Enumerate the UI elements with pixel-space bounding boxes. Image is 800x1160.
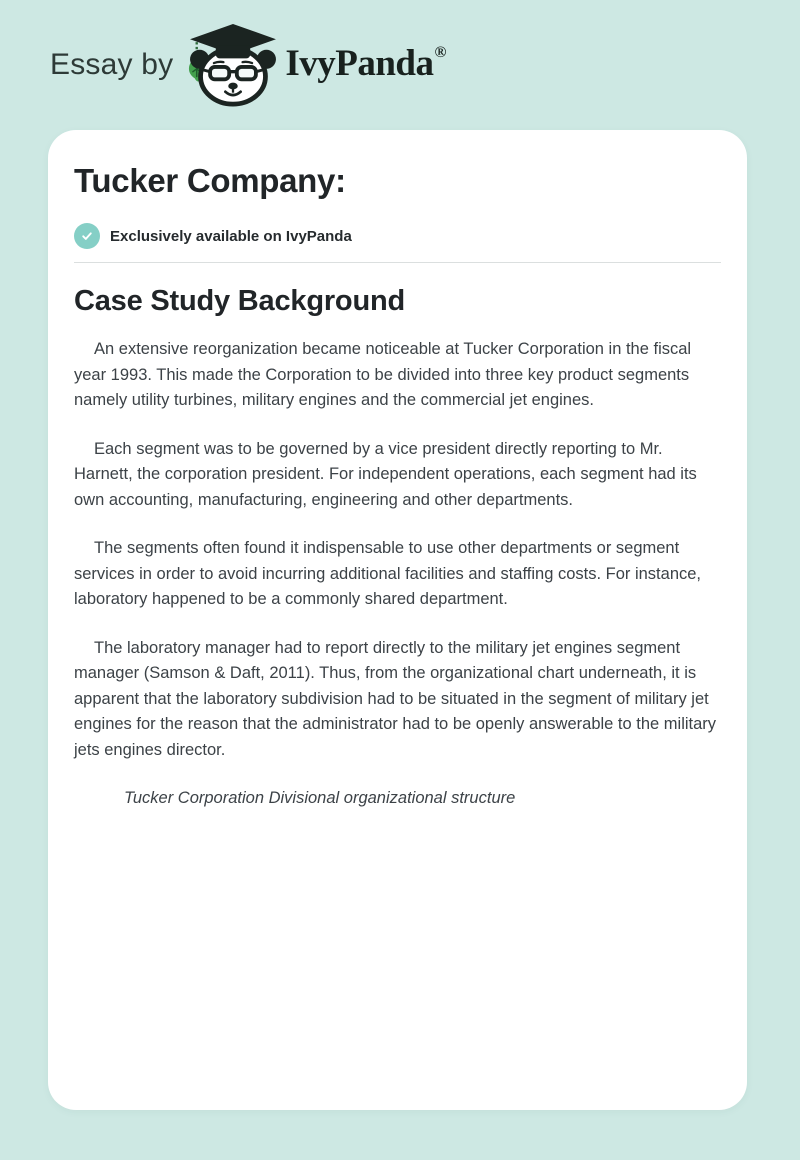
paragraph: The laboratory manager had to report directly to the military jet engines segment manager (Samson & Daft, 2011). Thus, from the organizational chart underneath, it is apparent that the laboratory subdivision had to be situated in the segment of military jet engines for the reason that the administrator had to be openly answerable to the military jets engines director. — [74, 638, 717, 759]
paragraph: The segments often found it indispensable to use other departments or segment services in order to avoid incurring additional facilities and staffing costs. For instance, laboratory happened to be a commonly shared department. — [74, 539, 702, 609]
check-icon — [74, 223, 100, 249]
paragraph: An extensive reorganization became noticeable at Tucker Corporation in the fiscal year 1993. This made the Corporation to be divided into three key product segments namely utility turbines, military engines and the commercial jet engines. — [74, 340, 692, 410]
figure-caption: Tucker Corporation Divisional organizational structure — [124, 789, 516, 808]
brand-name: IvyPanda — [285, 42, 434, 84]
availability-label: Exclusively available on IvyPanda — [110, 227, 352, 245]
essay-title: Tucker Company: — [74, 162, 346, 199]
availability-badge — [74, 223, 721, 249]
essay-body — [74, 337, 721, 812]
divider — [74, 262, 721, 263]
essay-card — [48, 130, 747, 1110]
section-heading: Case Study Background — [74, 285, 405, 318]
essay-by-label: Essay by — [50, 48, 174, 81]
panda-logo-icon — [187, 23, 279, 107]
paragraph: Each segment was to be governed by a vice president directly reporting to Mr. Harnett, the corporation president. For independent operations, each segment had its own accounting, manufacturing, engineering and other departments. — [74, 439, 697, 509]
ivypanda-logo-link[interactable] — [187, 23, 446, 107]
site-header — [0, 0, 800, 130]
registered-mark: ® — [434, 44, 447, 61]
